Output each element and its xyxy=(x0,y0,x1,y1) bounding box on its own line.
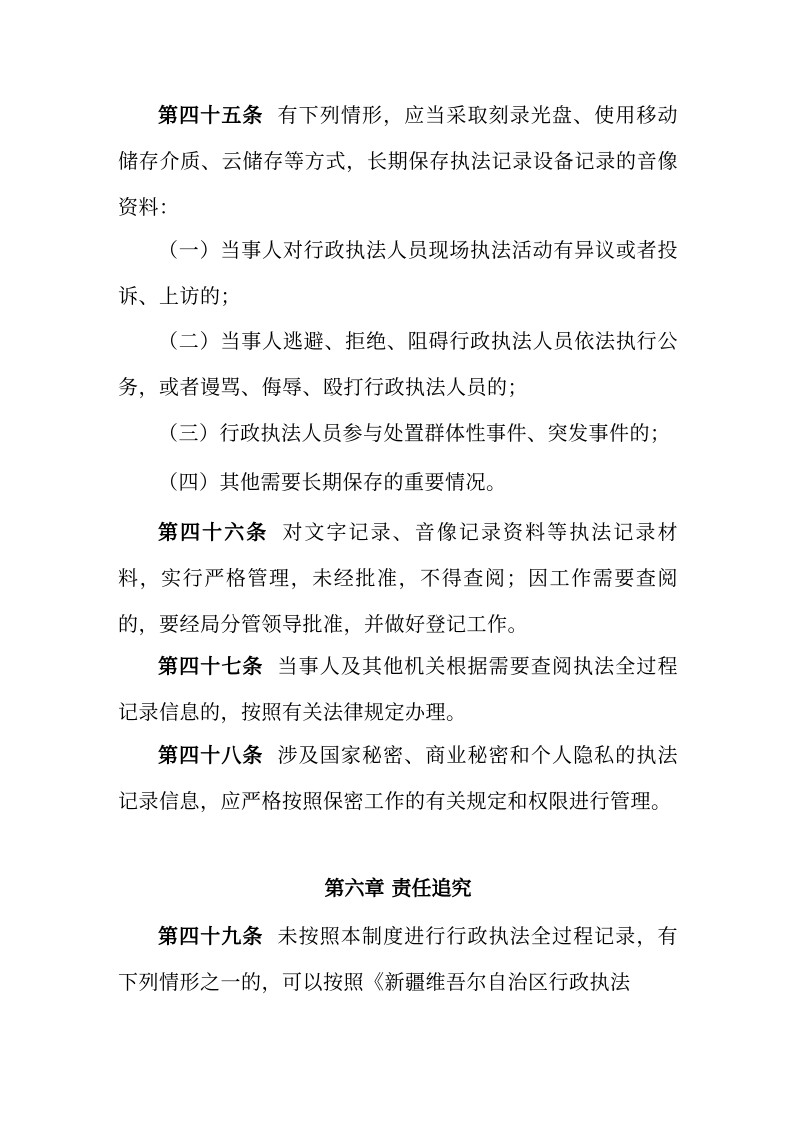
article-48-label: 第四十八条 xyxy=(158,743,264,767)
article-47-text: 当事人及其他机关根据需要查阅执法全过程记录信息的，按照有关法律规定办理。 xyxy=(118,654,679,724)
article-45-text: 有下列情形，应当采取刻录光盘、使用移动储存介质、云储存等方式，长期保存执法记录设备记录的音像资料： xyxy=(118,103,679,219)
article-47-label: 第四十七条 xyxy=(158,654,264,678)
article-46-text: 对文字记录、音像记录资料等执法记录材料，实行严格管理，未经批准，不得查阅；因工作需要查阅的，要经局分管领导批准，并做好登记工作。 xyxy=(118,520,679,636)
article-48-text: 涉及国家秘密、商业秘密和个人隐私的执法记录信息，应严格按照保密工作的有关规定和权限进行管理。 xyxy=(118,743,679,813)
article-47 xyxy=(118,643,678,735)
article-49-text: 未按照本制度进行行政执法全过程记录，有下列情形之一的，可以按照《新疆维吾尔自治区行政执法 xyxy=(118,924,679,994)
chapter-6-heading: 第六章 责任追究 xyxy=(324,876,472,900)
article-45-item-1: （一）当事人对行政执法人员现场执法活动有异议或者投诉、上访的； xyxy=(118,238,678,308)
article-46 xyxy=(118,509,678,647)
article-45-item-3: （三）行政执法人员参与处置群体性事件、突发事件的； xyxy=(158,421,671,445)
article-45-label: 第四十五条 xyxy=(158,103,264,127)
article-45-item-4: （四）其他需要长期保存的重要情况。 xyxy=(158,470,507,494)
article-46-label: 第四十六条 xyxy=(158,520,269,544)
article-49 xyxy=(118,913,678,1005)
article-45-item-2: （二）当事人逃避、拒绝、阻碍行政执法人员依法执行公务，或者谩骂、侮辱、殴打行政执法人员的； xyxy=(118,329,678,399)
article-48 xyxy=(118,732,678,824)
article-45 xyxy=(118,92,678,230)
article-49-label: 第四十九条 xyxy=(158,924,264,948)
